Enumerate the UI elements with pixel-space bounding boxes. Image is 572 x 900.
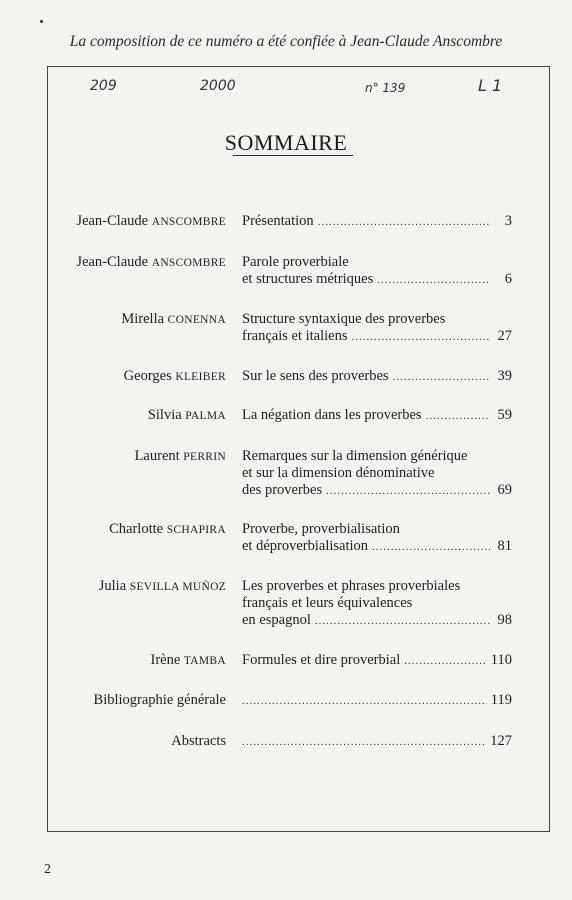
toc-entry[interactable]: Sur le sens des proverbes ..... 39 <box>242 368 512 386</box>
toc-entry[interactable]: Proverbe, proverbialisation et déproverbialisation ..... 81 <box>242 521 512 556</box>
handwritten-note-2: 2000 <box>200 78 236 94</box>
toc-section-label: Bibliographie générale <box>93 692 226 708</box>
handwritten-note-3: n° 139 <box>365 81 406 95</box>
toc-entry[interactable]: Formules et dire proverbial ..... 110 <box>242 652 512 670</box>
toc-author: Mirella CONENNA <box>121 311 226 327</box>
toc-entry[interactable]: La négation dans les proverbes ..... 59 <box>242 407 512 425</box>
page-title: SOMMAIRE <box>224 130 348 155</box>
toc-section-label: Abstracts <box>171 733 226 749</box>
toc-author: Silvia PALMA <box>147 407 226 423</box>
toc-author: Jean-Claude ANSCOMBRE <box>76 254 226 270</box>
page-number: 39 <box>497 368 512 384</box>
page-number: 110 <box>490 652 512 668</box>
toc-entry[interactable]: Structure syntaxique des proverbes français et italiens ..... 27 <box>242 311 512 346</box>
toc-author: Julia SEVILLA MUÑOZ <box>98 578 226 594</box>
page-number: 3 <box>504 213 512 229</box>
toc-entry[interactable]: Remarques sur la dimension générique et sur la dimension dénominative des proverbes ..... 69 <box>242 448 512 500</box>
page-number: 59 <box>497 407 512 423</box>
page-number: 69 <box>497 482 512 498</box>
toc-entry[interactable]: Parole proverbiale et structures métriques ..... 6 <box>242 254 512 289</box>
ink-dot <box>40 20 43 23</box>
toc-author: Jean-Claude ANSCOMBRE <box>76 213 226 229</box>
page-number: 81 <box>497 538 512 554</box>
toc-entry[interactable]: Présentation ..... 3 <box>242 213 512 231</box>
toc-entry[interactable]: Les proverbes et phrases proverbiales français et leurs équivalences en espagnol ..... 98 <box>242 578 512 630</box>
page-number: 119 <box>490 692 512 708</box>
page-number: 27 <box>497 328 512 344</box>
handwritten-note-4: L 1 <box>478 76 503 95</box>
page-number: 127 <box>490 733 512 749</box>
toc-entry[interactable] <box>242 733 512 751</box>
toc-author: Charlotte SCHAPIRA <box>109 521 226 537</box>
edition-note: La composition de ce numéro a été confiée à Jean-Claude Anscombre <box>69 33 503 50</box>
page-number: 6 <box>504 271 512 287</box>
handwritten-note-1: 209 <box>90 78 117 94</box>
toc-entry[interactable] <box>242 692 512 710</box>
toc-author: Georges KLEIBER <box>123 368 226 384</box>
toc-author: Irène TAMBA <box>150 652 226 668</box>
title-underline <box>233 155 353 156</box>
page-number: 98 <box>497 612 512 628</box>
page-folio: 2 <box>44 862 51 877</box>
toc-author: Laurent PERRIN <box>134 448 226 464</box>
